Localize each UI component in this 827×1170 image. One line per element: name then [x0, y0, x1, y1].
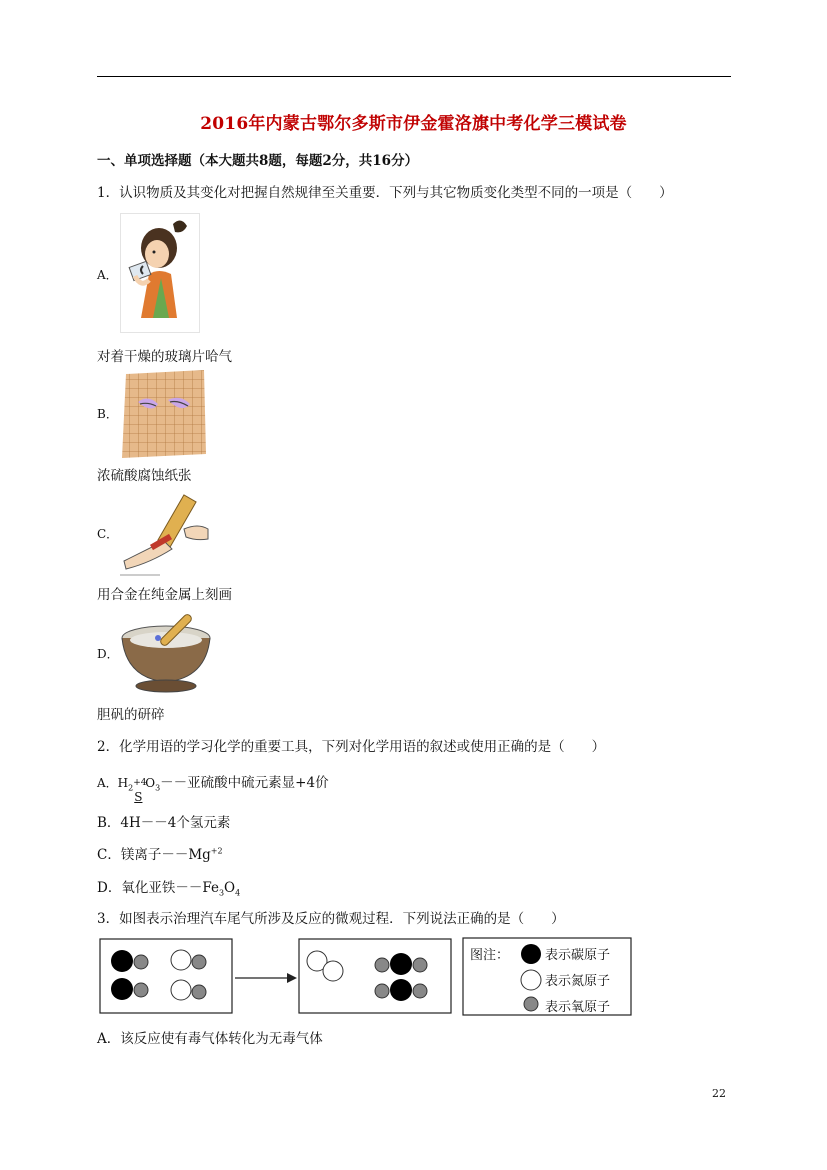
q2-option-c-sup: +2	[210, 846, 223, 856]
q2-option-d-sub4: 4	[235, 888, 241, 898]
q1-option-b-caption: 浓硫酸腐蚀纸张	[97, 468, 192, 484]
mortar-and-pestle-image	[118, 608, 216, 694]
corroded-paper-image	[120, 370, 208, 458]
q2-option-c-text: C．镁离子－－Mg	[97, 847, 211, 863]
q2-option-a-charge: +4	[133, 778, 147, 788]
legend-title: 图注：	[470, 948, 510, 963]
q2-option-a	[97, 771, 329, 804]
page-title: 2016年内蒙古鄂尔多斯市伊金霍洛旗中考化学三模试卷	[200, 114, 627, 134]
legend-oxygen: 表示氧原子	[545, 1000, 611, 1015]
q2-option-a-letter: A．	[97, 776, 118, 790]
q2-option-b: B．4H－－4个氢元素	[97, 815, 231, 831]
girl-breathing-on-glass-image	[120, 213, 200, 333]
q1-option-c-caption: 用合金在纯金属上刻画	[97, 587, 232, 603]
page-number: 22	[712, 1087, 726, 1100]
q1-option-d-caption: 胆矾的研碎	[97, 707, 165, 723]
q1-option-b-letter: B．	[97, 407, 118, 421]
q1-option-d-letter: D．	[97, 647, 119, 661]
metal-scratching-image	[120, 489, 212, 577]
q2-option-a-sub2: 2	[128, 783, 134, 793]
q2-option-a-sub3: 3	[155, 783, 161, 793]
q3-stem: 3．如图表示治理汽车尾气所涉及反应的微观过程．下列说法正确的是（ ）	[97, 911, 565, 927]
q1-option-c-letter: C．	[97, 527, 119, 541]
q2-option-c	[97, 843, 223, 863]
q2-option-a-o: O	[145, 776, 156, 790]
legend-nitrogen: 表示氮原子	[545, 974, 611, 989]
q2-option-d-text: D．氧化亚铁－－Fe	[97, 880, 219, 896]
q2-option-a-text: －－亚硫酸中硫元素显+4价	[160, 775, 329, 791]
q1-option-a-caption: 对着干燥的玻璃片哈气	[97, 349, 232, 365]
q3-option-a: A．该反应使有毒气体转化为无毒气体	[97, 1031, 323, 1047]
legend-carbon: 表示碳原子	[545, 948, 611, 963]
section-heading: 一、单项选择题（本大题共8题，每题2分，共16分）	[97, 153, 419, 169]
q1-stem: 1．认识物质及其变化对把握自然规律至关重要．下列与其它物质变化类型不同的一项是（ ）	[97, 185, 673, 201]
q2-option-d-sub3: 3	[218, 888, 225, 898]
q2-option-a-h: H	[117, 776, 129, 790]
q1-option-a-letter: A．	[97, 268, 118, 282]
q2-option-a-s: S	[134, 790, 143, 804]
q2-stem: 2．化学用语的学习化学的重要工具，下列对化学用语的叙述或使用正确的是（ ）	[97, 739, 606, 755]
q2-option-d-o: O	[224, 880, 236, 896]
header-rule	[97, 76, 731, 77]
q2-option-d	[97, 876, 240, 898]
